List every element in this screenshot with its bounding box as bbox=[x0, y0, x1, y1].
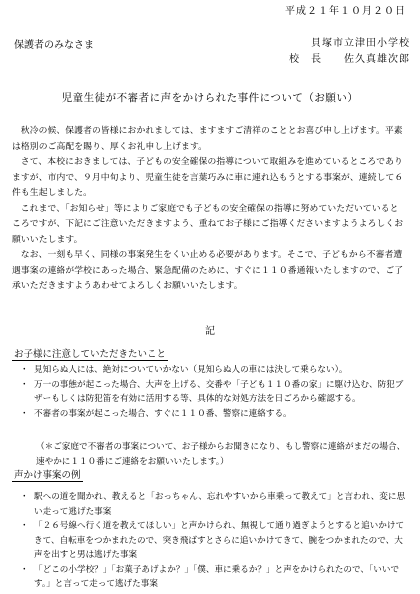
school-name: 貝塚市立津田小学校 bbox=[311, 38, 410, 49]
section-heading-label: 声かけ事案の例 bbox=[14, 470, 81, 481]
paragraph: なお、一刻も早く、同様の事案発生をくい止める必要があります。そこで、子どもから不審者遭遇事案の連絡が学校にあった場合、緊急配備のために、すぐに１１０番通報いたしますので、ご了承いただきますようあわせてよろしくお願いいたします。 bbox=[12, 250, 404, 291]
section-heading-label: お子様に注意していただきたいこと bbox=[14, 349, 167, 360]
precautions-list bbox=[18, 363, 410, 421]
letter-body bbox=[12, 124, 407, 295]
section-heading-precautions bbox=[12, 349, 168, 361]
paragraph: 秋冷の候、保護者の皆様におかれましては、ますますご清祥のこととお喜び申し上げます。平素は格別のご高配を賜り、厚くお礼申し上げます。 bbox=[12, 126, 403, 152]
principal-name: 校 長 佐久真雄次郎 bbox=[289, 54, 410, 65]
paragraph: これまで、「お知らせ」等によりご家庭でも子どもの安全確保の指導に努めていただいているところですが、下記にご注意いただきますよう、重ねてお子様にご指導くださいますようよろしくお願いいたします。 bbox=[12, 203, 404, 245]
examples-list bbox=[18, 490, 410, 592]
paragraph: さて、本校におきましては、子どもの安全確保の指導について取組みを進めているところでありますが、市内で、９月中旬より、児童生徒を言葉巧みに車に連れ込もうとする事案が、連続して６件も生起しました。 bbox=[12, 157, 404, 198]
section-heading-examples bbox=[12, 470, 83, 482]
recipient: 保護者のみなさま bbox=[14, 40, 94, 51]
ki-marker: 記 bbox=[205, 326, 215, 337]
precautions-note: （＊ご家庭で不審者の事案について、お子様からお聞きになり、もし警察に連絡がまだの場合、速やかに１１０番にご連絡をお願いいたします。） bbox=[36, 442, 406, 467]
list-item: ・ 駅への道を聞かれ、教えると「おっちゃん、忘れやすいから車乗って教えて」と言われ、変に思い走って逃げた事案 bbox=[18, 490, 410, 519]
list-item: ・ 万一の事態が起こった場合、大声を上げる、交番や「子ども１１０番の家」に駆け込む、防犯ブザーもしくは防犯笛を有効に活用する等、具体的な対処方法を日ごろから確認する。 bbox=[18, 378, 410, 407]
document-date: 平成２１年１０月２０日 bbox=[285, 6, 406, 17]
list-item: ・ 不審者の事案が起こった場合、すぐに１１０番、警察に連絡する。 bbox=[18, 407, 410, 422]
document-title: 児童生徒が不審者に声をかけられた事件について（お願い） bbox=[61, 92, 359, 104]
list-item: ・ 見知らぬ人には、絶対についていかない（見知らぬ人の車には決して乗らない）。 bbox=[18, 363, 410, 378]
list-item: ・ 「どこの小学校？」「お菓子あげよか？」「僕、車に乗るか？」と声をかけられたので、「いいです。」と言って走って逃げた事案 bbox=[18, 563, 410, 592]
list-item: ・ 「２６号線へ行く道を教えてほしい」と声かけられ、無視して通り過ぎようとすると追いかけてきて、自転車をつかまれたので、突き飛ばすとさらに追いかけてきて、腕をつかまれたので、大声を出すと男は逃げた事案 bbox=[18, 519, 410, 563]
